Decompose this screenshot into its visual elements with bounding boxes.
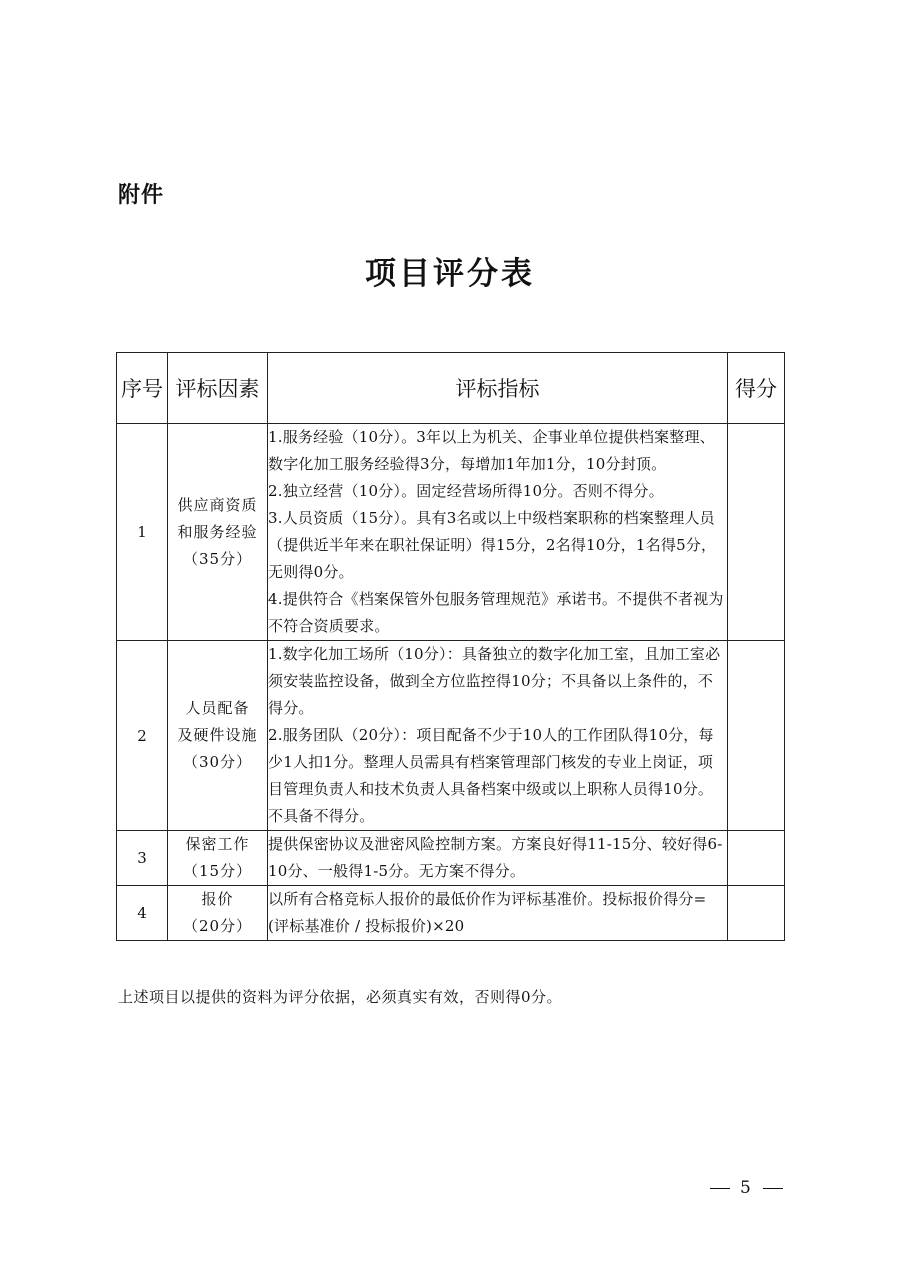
dash-right: [763, 1188, 783, 1189]
header-score: 得分: [728, 353, 785, 424]
scoring-table: [116, 352, 785, 941]
criteria-item: 1.数字化加工场所（10分）：具备独立的数字化加工室，且加工室必须安装监控设备，做到全方位监控得10分；不具备以上条件的，不得分。: [268, 645, 721, 717]
factor-line: 和服务经验: [177, 522, 258, 541]
row-factor: [168, 424, 268, 641]
criteria-item: 4.提供符合《档案保管外包服务管理规范》承诺书。不提供不者视为不符合资质要求。: [268, 590, 724, 635]
factor-line: （20分）: [182, 917, 253, 935]
factor-line: 及硬件设施: [177, 726, 258, 744]
factor-line: 保密工作: [185, 835, 250, 853]
criteria-item: 2.独立经营（10分）。固定经营场所得10分。否则不得分。: [268, 482, 664, 500]
criteria-item: 以所有合格竞标人报价的最低价作为评标基准价。投标报价得分=(评标基准价 / 投标报价)×20: [268, 890, 707, 935]
header-seq: 序号: [117, 353, 168, 424]
factor-line: 人员配备: [185, 699, 250, 717]
factor-line: （15分）: [182, 862, 253, 880]
footnote: 上述项目以提供的资料为评分依据，必须真实有效，否则得0分。: [118, 988, 563, 1006]
header-factor: 评标因素: [168, 353, 268, 424]
row-factor: [168, 831, 268, 886]
criteria-item: 2.服务团队（20分）：项目配备不少于10人的工作团队得10分，每少1人扣1分。整理人员需具有档案管理部门核发的专业上岗证，项目管理负责人和技术负责人具备档案中级或以上职称人员得10分。不具备不得分。: [268, 726, 714, 825]
row-factor: [168, 886, 268, 941]
row-number: 1: [117, 424, 168, 641]
row-criteria: [268, 886, 728, 941]
dash-left: [710, 1188, 730, 1189]
header-criteria: 评标指标: [268, 353, 728, 424]
row-factor: [168, 641, 268, 831]
table-row: [117, 424, 785, 641]
table-header-row: [117, 353, 785, 424]
row-criteria: [268, 831, 728, 886]
criteria-item: 1.服务经验（10分）。3年以上为机关、企事业单位提供档案整理、数字化加工服务经验得3分，每增加1年加1分，10分封顶。: [268, 428, 715, 473]
factor-line: 报价: [201, 890, 234, 908]
row-number: 2: [117, 641, 168, 831]
row-score: [728, 831, 785, 886]
row-criteria: [268, 641, 728, 831]
attachment-label: 附件: [118, 183, 165, 208]
criteria-item: 3.人员资质（15分）。具有3名或以上中级档案职称的档案整理人员（提供近半年来在职社保证明）得15分，2名得10分，1名得5分，无则得0分。: [268, 509, 717, 581]
table-row: [117, 831, 785, 886]
factor-line: （35分）: [182, 549, 253, 568]
table-row: [117, 886, 785, 941]
row-score: [728, 641, 785, 831]
factor-line: （30分）: [182, 753, 253, 771]
row-number: 4: [117, 886, 168, 941]
factor-line: 供应商资质: [177, 495, 258, 514]
page-number: [700, 1178, 793, 1198]
page-number-value: 5: [740, 1178, 753, 1198]
row-number: 3: [117, 831, 168, 886]
row-score: [728, 424, 785, 641]
row-criteria: [268, 424, 728, 641]
row-score: [728, 886, 785, 941]
criteria-item: 提供保密协议及泄密风险控制方案。方案良好得11-15分、较好得6-10分、一般得1-5分。无方案不得分。: [268, 835, 723, 880]
page-title: 项目评分表: [365, 256, 535, 292]
table-row: [117, 641, 785, 831]
